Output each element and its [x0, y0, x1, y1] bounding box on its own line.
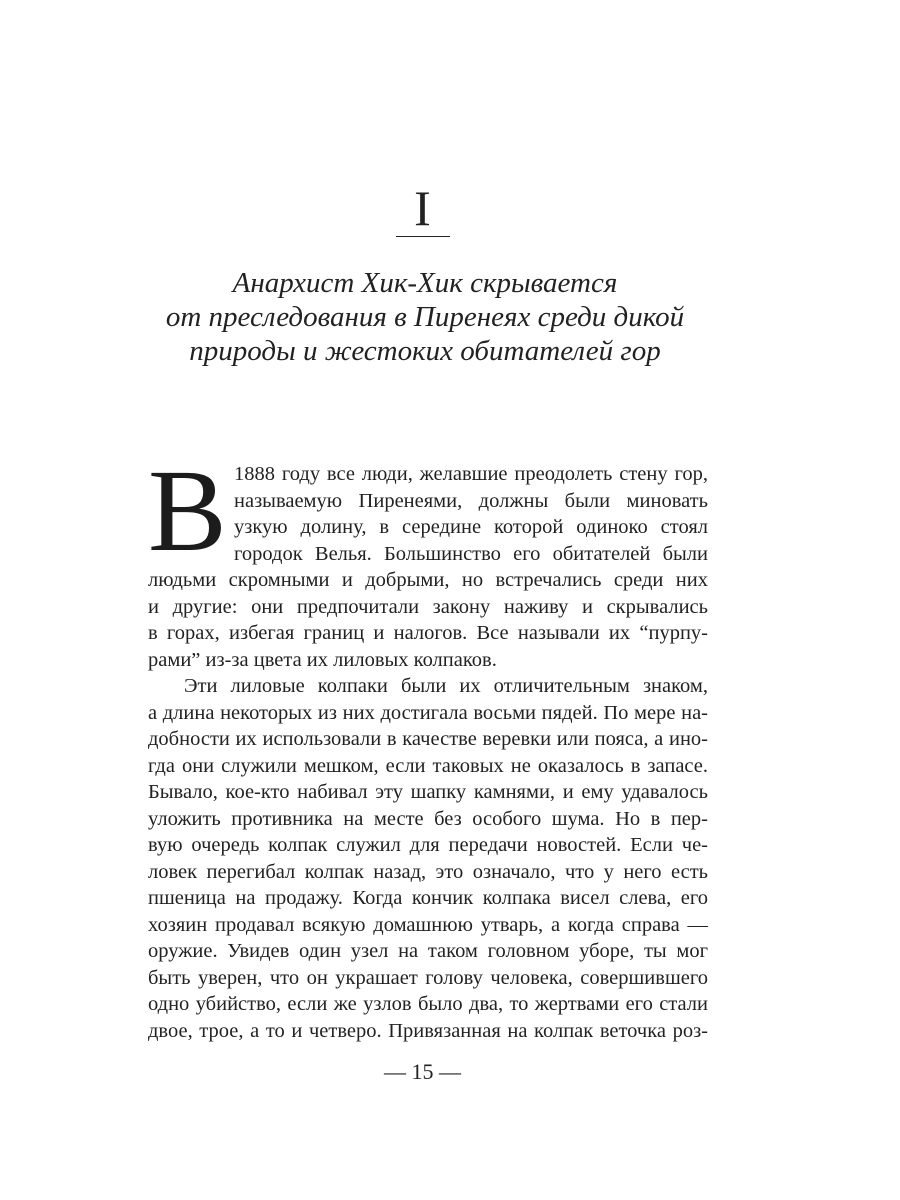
text-line: двое, трое, а то и четверо. Привязанная на колпак веточка роз- — [148, 1019, 708, 1042]
text-line: уложить противника на месте без особого шума. Но в пер- — [148, 807, 708, 830]
chapter-divider — [396, 236, 450, 237]
text-line: и другие: они предпочитали закону наживу и скрывались — [148, 595, 708, 618]
text-line: одно убийство, если же узлов было два, то жертвами его стали — [148, 993, 708, 1015]
text-line: быть уверен, что он украшает голову человека, совершившего — [148, 966, 708, 989]
text-line: пшеница на продажу. Когда кончик колпака висел слева, его — [148, 887, 708, 909]
text-line: ловек перегибал колпак назад, это означало, что у него есть — [148, 860, 708, 883]
chapter-title — [120, 266, 730, 368]
text-line: Эти лиловые колпаки были их отличительным знаком, — [184, 675, 708, 697]
chapter-title-line: от преследования в Пиренеях среди дикой — [165, 301, 685, 333]
text-line: в горах, избегая границ и налогов. Все называли их “пурпу- — [148, 622, 708, 644]
drop-cap: В — [148, 445, 227, 576]
paragraph-2 — [148, 673, 708, 1044]
text-line: рами” из-за цвета их лиловых колпаков. — [148, 648, 497, 671]
text-line: хозяин продавал всякую домашнюю утварь, а когда справа — — [148, 913, 708, 936]
text-line: вую очередь колпак служил для передачи новостей. Если че- — [148, 834, 708, 856]
text-line: Бывало, кое-кто набивал эту шапку камнями, и ему удавалось — [148, 781, 708, 803]
text-line: городок Велья. Большинство его обитателей были — [234, 542, 708, 565]
text-line: узкую долину, в середине которой одиноко стоял — [234, 516, 708, 538]
text-line: 1888 году все люди, желавшие преодолеть стену гор, — [234, 463, 708, 485]
page-number: — 15 — — [384, 1059, 461, 1084]
chapter-number: I — [414, 180, 431, 236]
text-line: оружие. Увидев один узел на таком головном уборе, ты мог — [148, 940, 708, 962]
text-line: добности их использовали в качестве веревки или пояса, а ино- — [148, 728, 708, 750]
text-line: людьми скромными и добрыми, но встречались среди них — [148, 569, 708, 591]
text-line: гда они служили мешком, если таковых не оказалось в запасе. — [148, 754, 708, 777]
chapter-title-line: Анархист Хик-Хик скрывается — [232, 267, 618, 299]
chapter-title-line: природы и жестоких обитателей гор — [189, 335, 661, 367]
text-line: называемую Пиренеями, должны были миновать — [234, 489, 708, 512]
body-text — [148, 445, 708, 1044]
paragraph-1 — [148, 445, 708, 673]
text-line: а длина некоторых из них достигала восьми пядей. По мере на- — [148, 701, 708, 724]
